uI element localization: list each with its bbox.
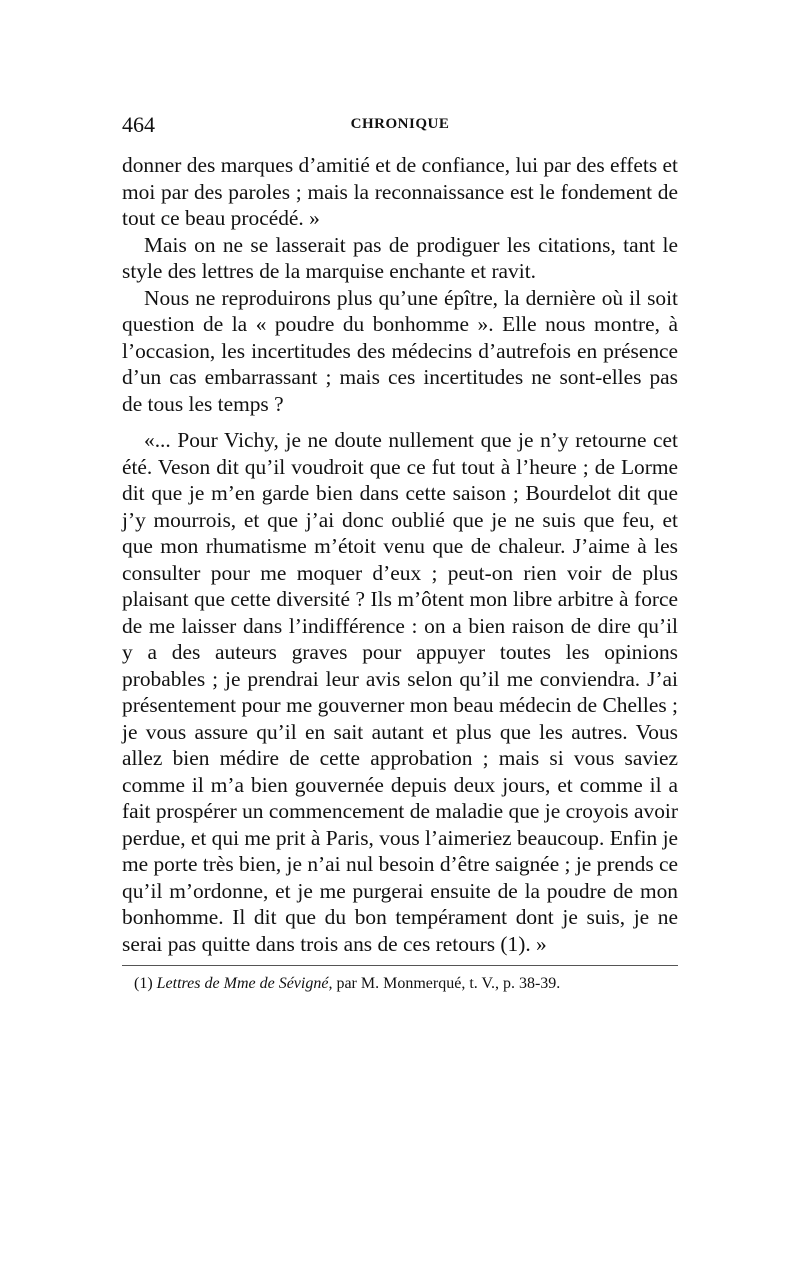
body-text xyxy=(122,152,678,957)
book-page xyxy=(122,112,678,994)
paragraph-1: donner des marques d’amitié et de confiance, lui par des effets et moi par des paroles ; mais la reconnaissance est le fondement de tout ce beau procédé. » xyxy=(122,153,678,230)
quoted-letter-paragraph: «... Pour Vichy, je ne doute nullement que je n’y retourne cet été. Veson dit qu’il voudroit que ce fut tout à l’heure ; de Lorme dit que je m’en garde bien dans cette saison ; Bourdelot dit que j’y mourrois, et que j’ai donc oublié que je ne suis que feu, et que mon rhumatisme m’étoit venu que de chaleur. J’aime à les consulter pour me moquer d’eux ; peut-on rien voir de plus plaisant que cette diversité ? Ils m’ôtent mon libre arbitre à force de me laisser dans l’indifférence : on a bien raison de dire qu’il y a des auteurs graves pour appuyer toutes les opinions probables ; je prendrai leur avis selon qu’il me conviendra. J’ai présentement pour me gouverner mon beau médecin de Chelles ; je vous assure qu’il en sait autant et plus que les autres. Vous allez bien médire de cette approbation ; mais si vous saviez comme il m’a bien gouvernée depuis deux jours, et comme il a fait prospérer un commencement de maladie que je croyois avoir perdue, et qui me prit à Paris, vous l’aimeriez beaucoup. Enfin je me porte très bien, je n’ai nul besoin d’être saignée ; je prends ce qu’il m’ordonne, et je me purgerai ensuite de la poudre de mon bonhomme. Il dit que du bon tempérament dont je suis, je ne serai pas quitte dans trois ans de ces retours (1). » xyxy=(122,428,678,956)
page-number: 464 xyxy=(122,112,155,137)
paragraph-3: Nous ne reproduirons plus qu’une épître, la dernière où il soit question de la « poudre du bonhomme ». Elle nous montre, à l’occasion, les incertitudes des médecins d’autrefois en présence d’un cas embarrassant ; mais ces incertitudes ne sont-elles pas de tous les temps ? xyxy=(122,285,678,416)
paragraph-2: Mais on ne se lasserait pas de prodiguer les citations, tant le style des lettres de la marquise enchante et ravit. xyxy=(122,232,678,283)
footnote xyxy=(122,974,678,994)
running-head xyxy=(122,112,678,140)
footnote-marker: (1) xyxy=(134,975,153,992)
running-title: CHRONIQUE xyxy=(350,116,450,132)
footnote-citation: par M. Monmerqué, t. V., p. 38-39. xyxy=(336,975,561,992)
footnote-divider xyxy=(122,965,678,966)
footnote-title: Lettres de Mme de Sévigné, xyxy=(156,975,333,992)
